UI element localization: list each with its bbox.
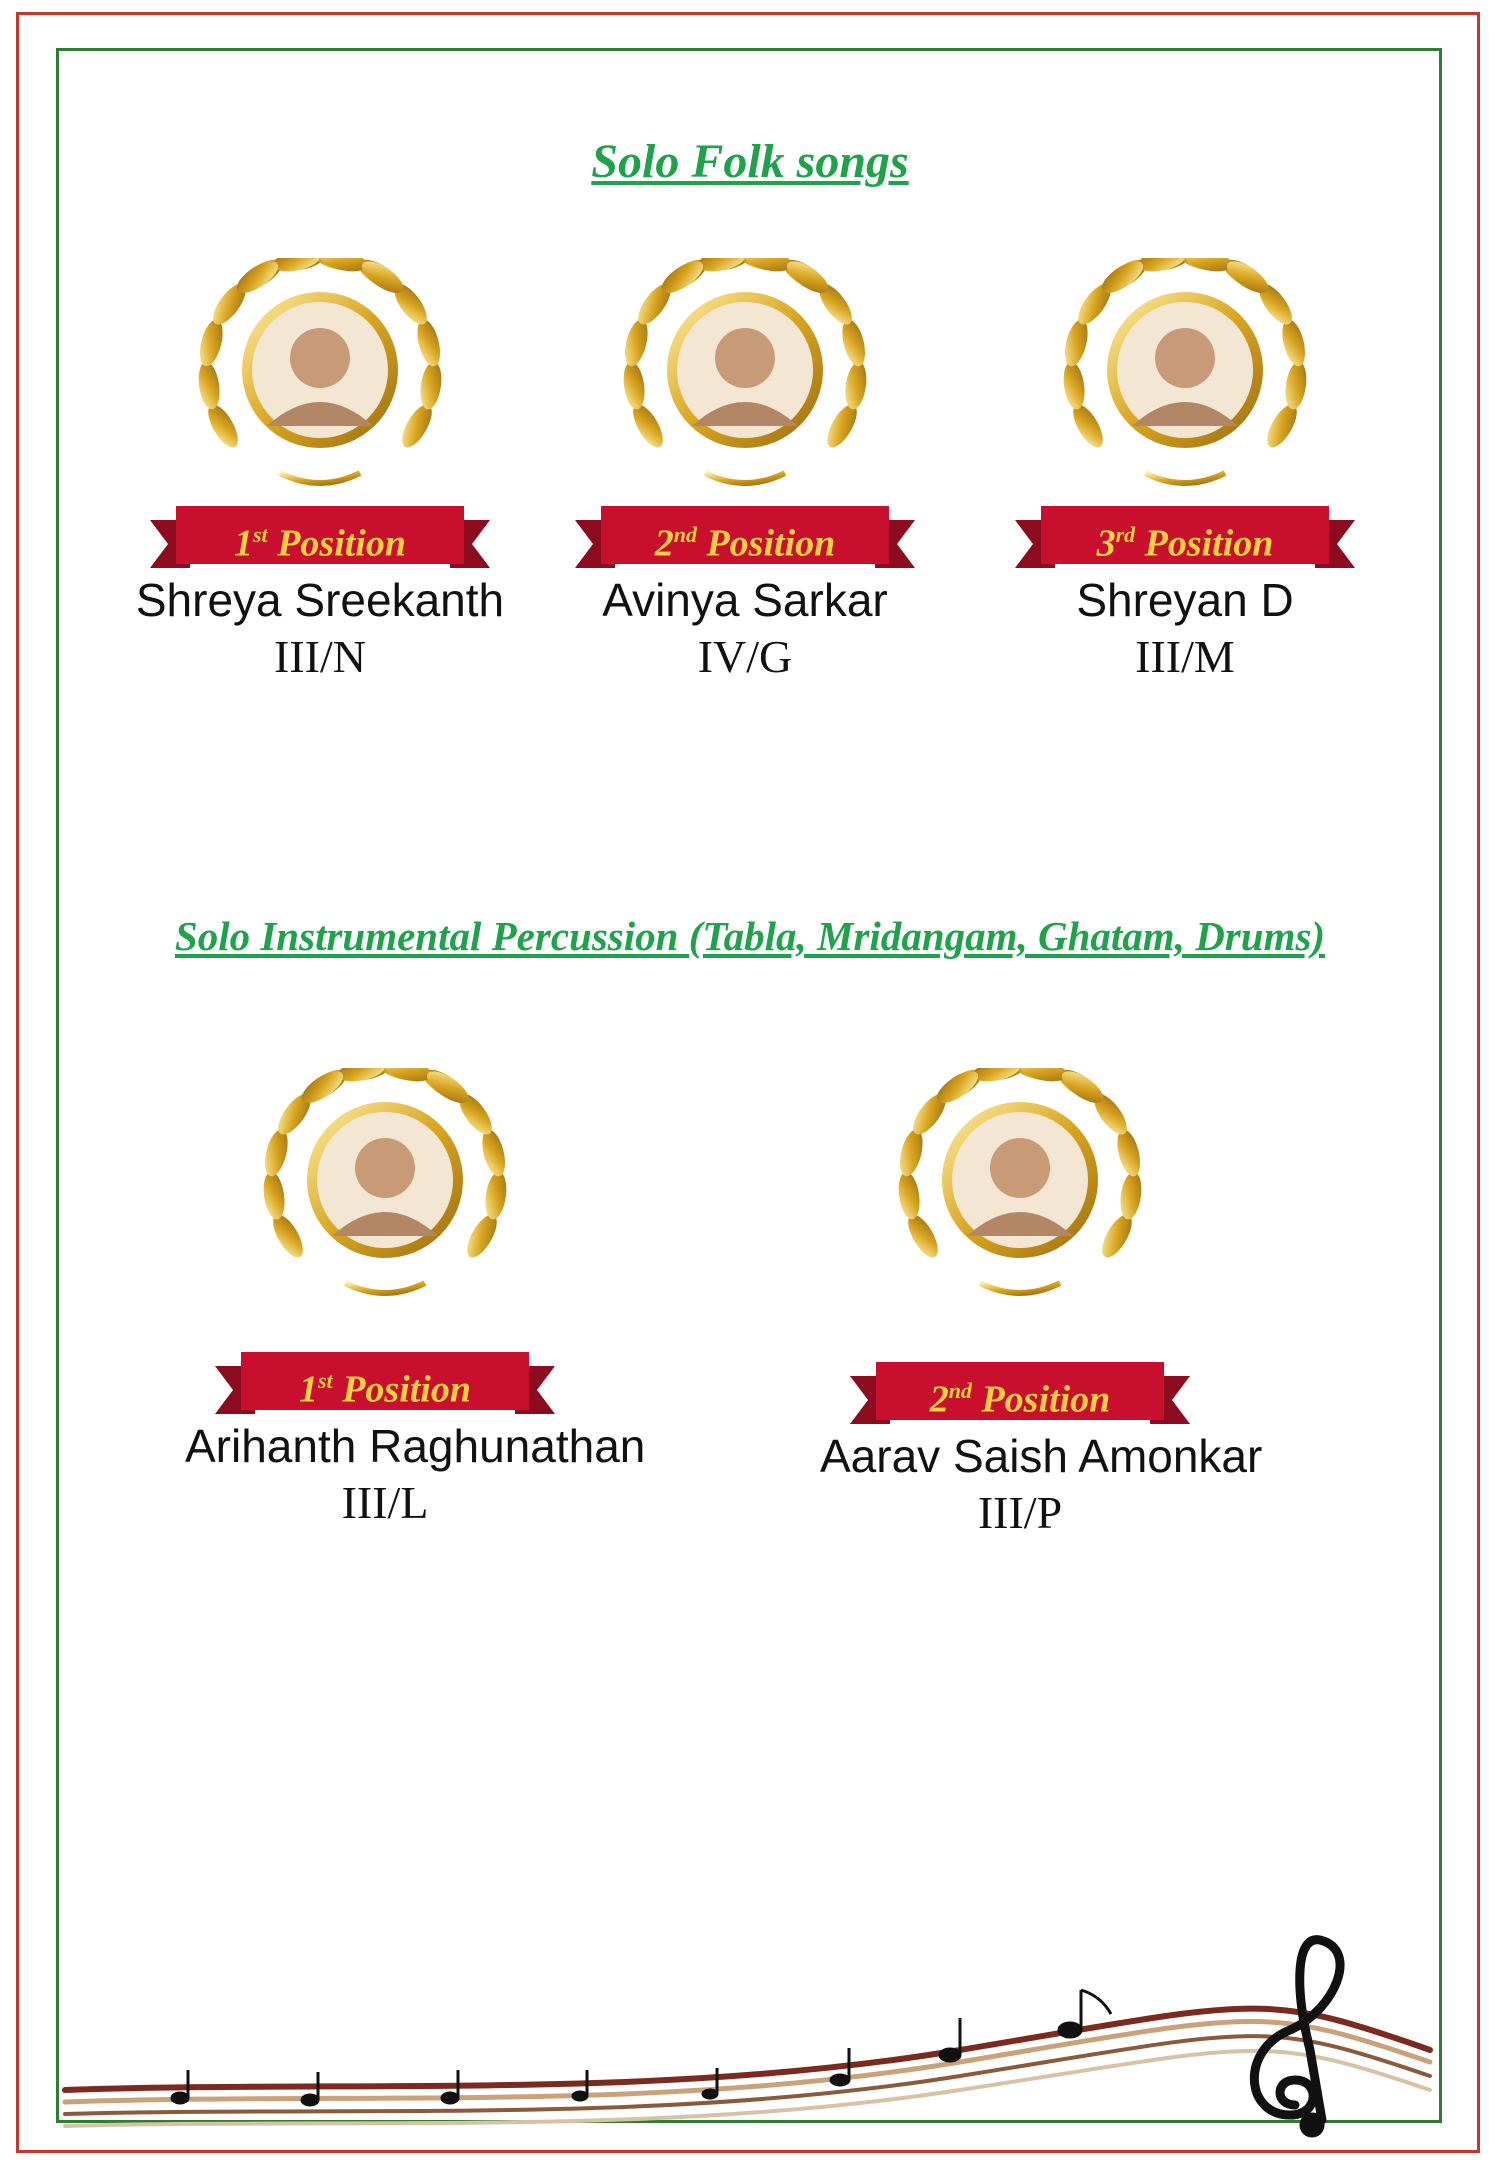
- section-title-folk: Solo Folk songs: [591, 135, 909, 188]
- award-card: [185, 1068, 646, 1532]
- position-label: [120, 506, 520, 564]
- music-staff-decoration: [60, 1930, 1440, 2140]
- position-number: 2: [654, 522, 674, 565]
- position-suffix: nd: [948, 1378, 972, 1403]
- winner-name: Shreya Sreekanth: [135, 574, 505, 626]
- laurel-wreath-icon: [1050, 258, 1320, 498]
- laurel-wreath-icon: [185, 258, 455, 498]
- award-card: [120, 258, 520, 686]
- winner-name: Shreyan D: [1076, 574, 1294, 626]
- winner-class: III/M: [1135, 631, 1235, 682]
- winner-class: III/L: [341, 1477, 429, 1528]
- position-label: [545, 506, 945, 564]
- position-suffix: st: [318, 1368, 333, 1393]
- position-word: Position: [706, 522, 836, 565]
- winner-class: III/N: [274, 631, 366, 682]
- position-word: Position: [981, 1378, 1111, 1421]
- position-number: 1: [299, 1368, 318, 1411]
- laurel-wreath-icon: [885, 1068, 1155, 1308]
- award-card: [545, 258, 945, 686]
- winner-class: IV/G: [697, 631, 793, 682]
- section-title-percussion: Solo Instrumental Percussion (Tabla, Mridangam, Ghatam, Drums): [174, 913, 1326, 959]
- winner-name: Avinya Sarkar: [602, 574, 888, 626]
- winner-name: Aarav Saish Amonkar: [820, 1430, 1263, 1482]
- position-label: [820, 1362, 1220, 1420]
- position-label: [185, 1352, 585, 1410]
- award-card: [985, 258, 1385, 686]
- laurel-wreath-icon: [250, 1068, 520, 1308]
- position-number: 2: [929, 1378, 949, 1421]
- winner-class: III/P: [977, 1487, 1063, 1538]
- position-label: [985, 506, 1385, 564]
- position-word: Position: [277, 522, 406, 565]
- position-suffix: nd: [673, 522, 697, 547]
- position-suffix: rd: [1115, 522, 1136, 547]
- position-number: 3: [1096, 522, 1116, 565]
- award-card: [820, 1068, 1263, 1542]
- position-suffix: st: [253, 522, 268, 547]
- music-staff-lines: [65, 2009, 1430, 2126]
- position-word: Position: [1144, 522, 1274, 565]
- position-number: 1: [234, 522, 253, 565]
- laurel-wreath-icon: [610, 258, 880, 498]
- winner-name: Arihanth Raghunathan: [185, 1420, 646, 1472]
- position-word: Position: [342, 1368, 471, 1411]
